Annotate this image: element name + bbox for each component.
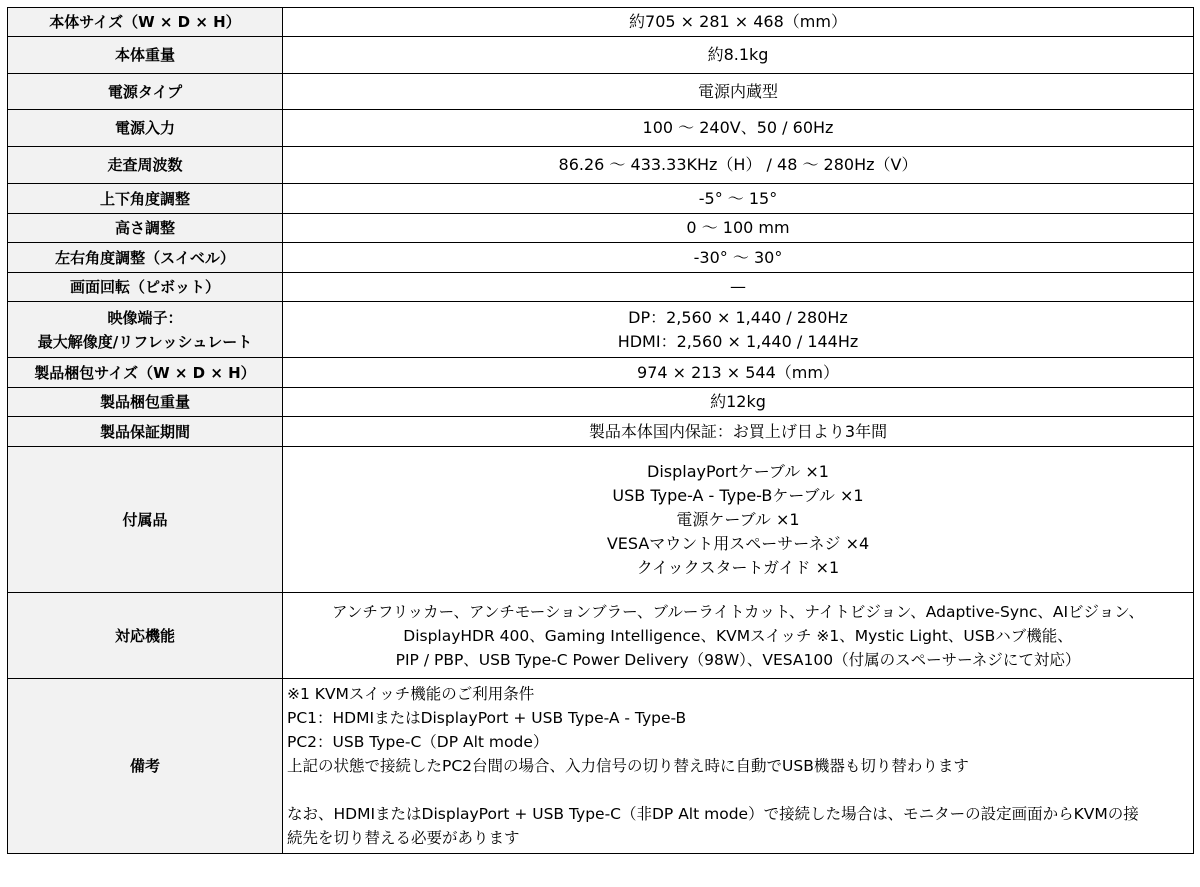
row-value: 974 × 213 × 544（mm） bbox=[283, 358, 1194, 388]
spec-row-notes bbox=[8, 679, 1194, 854]
feature-line: アンチフリッカー、アンチモーションブラー、ブルーライトカット、ナイトビジョン、Adaptive-Sync、AIビジョン、 bbox=[332, 602, 1144, 621]
spec-row-scan-frequency bbox=[8, 147, 1194, 184]
accessory-item: DisplayPortケーブル ×1 bbox=[647, 461, 829, 481]
row-value: -30° 〜 30° bbox=[283, 243, 1194, 273]
spec-row-body-size bbox=[8, 8, 1194, 37]
row-label: 高さ調整 bbox=[8, 214, 283, 243]
row-label: 製品保証期間 bbox=[8, 417, 283, 447]
spec-row-warranty bbox=[8, 417, 1194, 447]
row-value: -5° 〜 15° bbox=[283, 184, 1194, 214]
spec-row-accessories bbox=[8, 447, 1194, 593]
spec-row-pivot bbox=[8, 273, 1194, 302]
feature-line: DisplayHDR 400、Gaming Intelligence、KVMスイッチ ※1、Mystic Light、USBハブ機能、 bbox=[403, 626, 1073, 645]
note-spacer bbox=[287, 778, 1189, 802]
spec-row-height-adjust bbox=[8, 214, 1194, 243]
spec-row-package-weight bbox=[8, 388, 1194, 417]
row-value bbox=[283, 593, 1194, 679]
note-line: 続先を切り替える必要があります bbox=[287, 829, 520, 847]
note-line: PC1：HDMIまたはDisplayPort + USB Type-A - Type-B bbox=[287, 709, 687, 727]
row-label: 上下角度調整 bbox=[8, 184, 283, 214]
row-value bbox=[283, 679, 1194, 854]
row-label: 本体サイズ（W × D × H） bbox=[8, 8, 283, 37]
note-line: 上記の状態で接続したPC2台間の場合、入力信号の切り替え時に自動でUSB機器も切り替わります bbox=[287, 757, 969, 775]
row-label: 走査周波数 bbox=[8, 147, 283, 184]
spec-row-swivel bbox=[8, 243, 1194, 273]
accessory-item: クイックスタートガイド ×1 bbox=[636, 557, 840, 577]
spec-row-power-input bbox=[8, 110, 1194, 147]
row-value: 約8.1kg bbox=[283, 37, 1194, 74]
note-line: なお、HDMIまたはDisplayPort + USB Type-C（非DP Alt mode）で接続した場合は、モニターの設定画面からKVMの接 bbox=[287, 805, 1139, 823]
row-label-line: 最大解像度/リフレッシュレート bbox=[37, 332, 253, 351]
spec-row-body-weight bbox=[8, 37, 1194, 74]
row-label: 製品梱包サイズ（W × D × H） bbox=[8, 358, 283, 388]
row-value: 86.26 〜 433.33KHz（H） / 48 〜 280Hz（V） bbox=[283, 147, 1194, 184]
row-label: 備考 bbox=[8, 679, 283, 854]
spec-row-tilt bbox=[8, 184, 1194, 214]
feature-line: PIP / PBP、USB Type-C Power Delivery（98W）、VESA100（付属のスペーサーネジにて対応） bbox=[395, 650, 1081, 669]
spec-table bbox=[7, 7, 1194, 854]
accessory-item: 電源ケーブル ×1 bbox=[676, 509, 800, 529]
spec-row-features bbox=[8, 593, 1194, 679]
row-label: 製品梱包重量 bbox=[8, 388, 283, 417]
accessory-item: VESAマウント用スペーサーネジ ×4 bbox=[606, 533, 870, 553]
row-label: 電源入力 bbox=[8, 110, 283, 147]
row-value: 100 〜 240V、50 / 60Hz bbox=[283, 110, 1194, 147]
row-value bbox=[283, 302, 1194, 358]
accessory-item: USB Type-A - Type-Bケーブル ×1 bbox=[612, 485, 864, 505]
note-line: PC2：USB Type-C（DP Alt mode） bbox=[287, 733, 549, 751]
row-label: 付属品 bbox=[8, 447, 283, 593]
row-label: 左右角度調整（スイベル） bbox=[8, 243, 283, 273]
row-value: 約705 × 281 × 468（mm） bbox=[283, 8, 1194, 37]
row-value bbox=[283, 447, 1194, 593]
spec-row-package-size bbox=[8, 358, 1194, 388]
row-value: 約12kg bbox=[283, 388, 1194, 417]
row-label: 本体重量 bbox=[8, 37, 283, 74]
row-value-line: DP：2,560 × 1,440 / 280Hz bbox=[628, 307, 848, 327]
row-value: 電源内蔵型 bbox=[283, 74, 1194, 110]
row-label bbox=[8, 302, 283, 358]
spec-row-power-type bbox=[8, 74, 1194, 110]
row-value: — bbox=[283, 273, 1194, 302]
row-label: 対応機能 bbox=[8, 593, 283, 679]
row-label: 電源タイプ bbox=[8, 74, 283, 110]
spec-row-video-ports bbox=[8, 302, 1194, 358]
row-value: 製品本体国内保証：お買上げ日より3年間 bbox=[283, 417, 1194, 447]
row-label-line: 映像端子： bbox=[107, 308, 183, 327]
row-value: 0 〜 100 mm bbox=[283, 214, 1194, 243]
row-label: 画面回転（ピボット） bbox=[8, 273, 283, 302]
note-line: ※1 KVMスイッチ機能のご利用条件 bbox=[287, 685, 535, 703]
row-value-line: HDMI：2,560 × 1,440 / 144Hz bbox=[617, 331, 859, 351]
